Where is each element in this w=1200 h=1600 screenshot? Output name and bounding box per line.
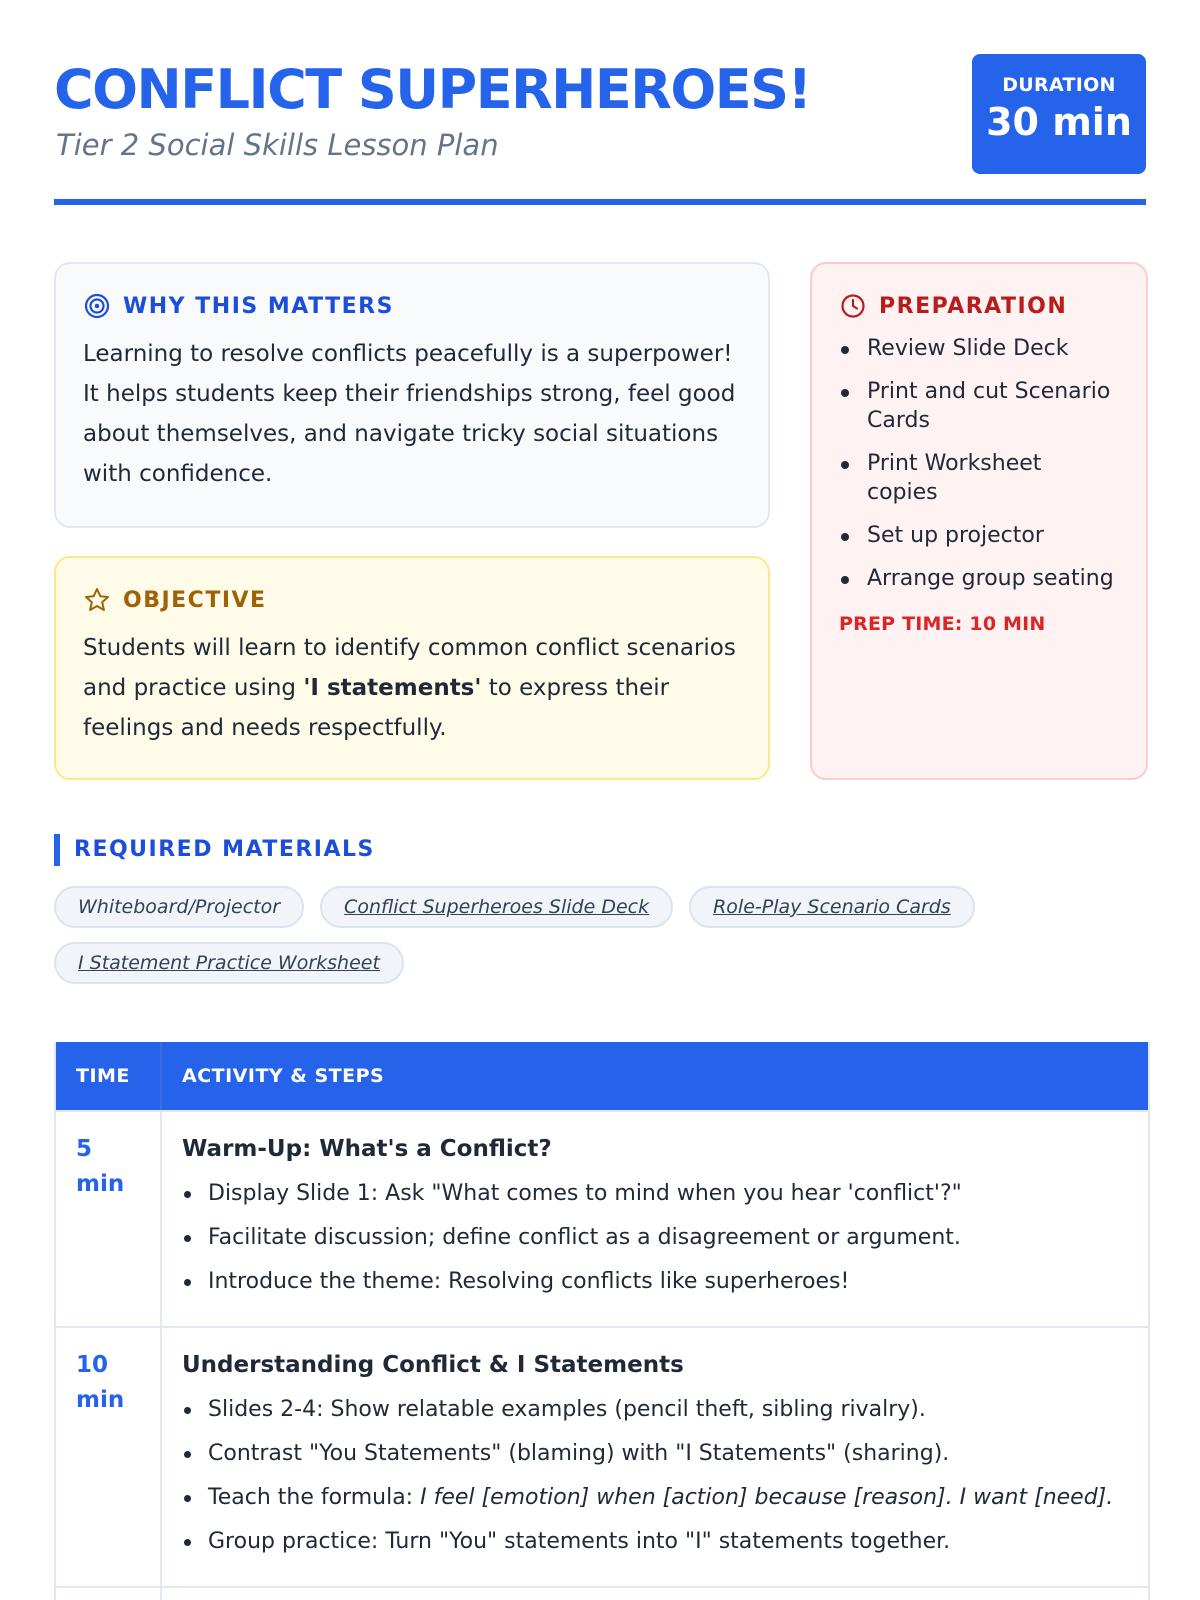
preparation-item: Print Worksheet copies <box>839 449 1119 507</box>
row-activity <box>162 1112 1148 1326</box>
table-row <box>56 1326 1148 1586</box>
activity-step <box>182 1476 1128 1520</box>
activity-steps <box>182 1172 1128 1304</box>
i-statement-formula: I feel [emotion] when [action] because [reason]. I want [need]. <box>420 1485 1114 1510</box>
preparation-item: Arrange group seating <box>839 564 1119 593</box>
schedule-table <box>54 1042 1150 1600</box>
col-activity-header: ACTIVITY & STEPS <box>182 1065 385 1087</box>
materials-list <box>54 886 1054 998</box>
target-icon <box>83 292 111 320</box>
activity-step: Group practice: Turn "You" statements into "I" statements together. <box>182 1520 1128 1564</box>
objective-text <box>83 628 741 748</box>
objective-heading: OBJECTIVE <box>123 587 267 613</box>
objective-text-bold: 'I statements' <box>303 675 482 701</box>
activity-step-text: Teach the formula: <box>208 1485 421 1510</box>
duration-label: DURATION <box>1002 74 1116 96</box>
objective-card <box>54 556 770 780</box>
page-subtitle: Tier 2 Social Skills Lesson Plan <box>56 128 499 162</box>
why-this-matters-card <box>54 262 770 528</box>
why-heading-row <box>83 292 741 320</box>
preparation-item: Review Slide Deck <box>839 334 1119 363</box>
preparation-item: Set up projector <box>839 521 1119 550</box>
table-row <box>56 1110 1148 1326</box>
activity-step: Contrast "You Statements" (blaming) with "I Statements" (sharing). <box>182 1432 1128 1476</box>
activity-title: Warm-Up: What's a Conflict? <box>182 1136 552 1162</box>
schedule-header <box>56 1042 1148 1110</box>
star-icon <box>83 586 111 614</box>
material-link-slide-deck[interactable]: Conflict Superheroes Slide Deck <box>320 886 673 928</box>
header <box>54 0 1146 205</box>
activity-steps <box>182 1388 1128 1564</box>
activity-step: Display Slide 1: Ask "What comes to mind when you hear 'conflict'?" <box>182 1172 1128 1216</box>
row-time: 5 min <box>56 1112 162 1326</box>
preparation-item: Print and cut Scenario Cards <box>839 377 1119 435</box>
activity-step: Slides 2-4: Show relatable examples (pencil theft, sibling rivalry). <box>182 1388 1128 1432</box>
row-time <box>56 1588 162 1600</box>
preparation-heading: PREPARATION <box>879 293 1068 319</box>
activity-step: Facilitate discussion; define conflict as a disagreement or argument. <box>182 1216 1128 1260</box>
row-activity <box>162 1328 1148 1586</box>
preparation-card <box>810 262 1148 780</box>
prep-time: PREP TIME: 10 MIN <box>839 613 1046 635</box>
col-time-header: TIME <box>56 1042 162 1110</box>
duration-value: 30 min <box>986 100 1132 144</box>
objective-text-before: Students will learn to identify common conflict scenarios and practice using <box>83 635 736 701</box>
material-link-worksheet[interactable]: I Statement Practice Worksheet <box>54 942 404 984</box>
material-chip-whiteboard: Whiteboard/Projector <box>54 886 304 928</box>
why-heading: WHY THIS MATTERS <box>123 293 394 319</box>
row-activity <box>162 1588 1148 1600</box>
activity-step: Introduce the theme: Resolving conflicts like superheroes! <box>182 1260 1128 1304</box>
materials-heading: REQUIRED MATERIALS <box>54 834 375 866</box>
preparation-heading-row <box>839 292 1119 320</box>
activity-title: Understanding Conflict & I Statements <box>182 1352 684 1378</box>
objective-text-after: to express their feelings and needs respectfully. <box>83 675 670 741</box>
row-time: 10 min <box>56 1328 162 1586</box>
table-row <box>56 1586 1148 1600</box>
why-text: Learning to resolve conflicts peacefully is a superpower! It helps students keep their friendships strong, feel good about themselves, and navigate tricky social situations with confidence. <box>83 341 736 487</box>
duration-badge <box>972 54 1146 174</box>
objective-heading-row <box>83 586 741 614</box>
page-title: CONFLICT SUPERHEROES! <box>54 58 811 121</box>
preparation-list <box>839 334 1119 593</box>
material-link-scenario-cards[interactable]: Role-Play Scenario Cards <box>689 886 975 928</box>
clock-icon <box>839 292 867 320</box>
